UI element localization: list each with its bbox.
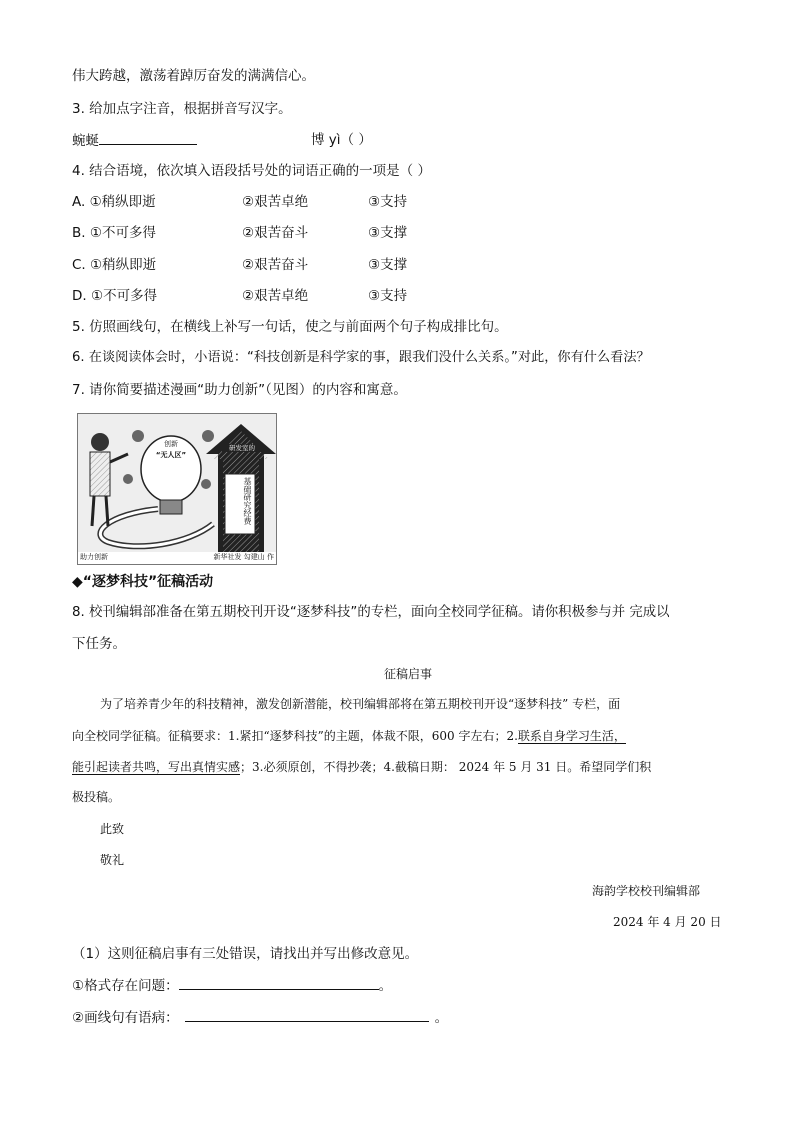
question-8-line1: 8. 校刊编辑部准备在第五期校刊开设“逐梦科技”的专栏，面向全校同学征稿。请你积极参与并 完成以 bbox=[72, 605, 670, 620]
period: 。 bbox=[378, 978, 393, 994]
text-line: 伟大跨越，激荡着踔厉奋发的满满信心。 bbox=[72, 68, 315, 84]
question-7: 7. 请你简要描述漫画“助力创新”（见图）的内容和寓意。 bbox=[72, 382, 407, 398]
notice-title: 征稿启事 bbox=[384, 667, 433, 681]
cartoon-caption-left: 助力创新 bbox=[80, 553, 108, 561]
answer-line-2 bbox=[72, 1007, 448, 1028]
cartoon-caption-right: 新华社发 勾建山 作 bbox=[213, 553, 274, 561]
notice-para-line2 bbox=[72, 726, 626, 746]
question-3: 3. 给加点字注音，根据拼音写汉字。 bbox=[72, 101, 292, 117]
board-label: 基础研究经费 bbox=[243, 477, 252, 525]
notice-para-line1: 为了培养青少年的科技精神，激发创新潜能，校刊编辑部将在第五期校刊开设“逐梦科技” 专栏，面 bbox=[100, 697, 621, 711]
cartoon-image bbox=[77, 413, 277, 565]
section-heading: ◆“逐梦科技”征稿活动 bbox=[72, 574, 214, 590]
notice-signer: 海韵学校校刊编辑部 bbox=[592, 884, 701, 898]
sub-question-1: （1）这则征稿启事有三处错误，请找出并写出修改意见。 bbox=[72, 946, 419, 962]
answer-label-grammar: ②画线句有语病： bbox=[72, 1010, 179, 1026]
answer-line-1 bbox=[72, 975, 392, 996]
period: 。 bbox=[434, 1010, 449, 1026]
option-b-part3: ③支撑 bbox=[368, 225, 408, 241]
question-3-item-a bbox=[72, 130, 197, 151]
answer-blank-format[interactable] bbox=[179, 975, 379, 990]
question-5: 5. 仿照画线句，在横线上补写一句话，使之与前面两个句子构成排比句。 bbox=[72, 319, 508, 335]
notice-para-line3 bbox=[72, 757, 651, 777]
option-b-part1: B. ①不可多得 bbox=[72, 225, 156, 241]
answer-label-format: ①格式存在问题： bbox=[72, 978, 179, 994]
question-6: 6. 在谈阅读体会时，小语说：“科技创新是科学家的事，跟我们没什么关系。”对此，你有什么看法？ bbox=[72, 350, 650, 365]
answer-blank[interactable] bbox=[99, 130, 197, 145]
option-d-part3: ③支持 bbox=[368, 288, 408, 304]
word-wanyan: 蜿蜒 bbox=[72, 133, 99, 149]
underlined-sentence-cont: 能引起读者共鸣，写出真情实感 bbox=[72, 760, 241, 774]
bulb-label-top: 创新 bbox=[164, 440, 178, 448]
notice-closing-2: 敬礼 bbox=[100, 853, 125, 867]
arrow-label: 研发室的 bbox=[222, 444, 262, 452]
option-d-part2: ②艰苦卓绝 bbox=[242, 288, 309, 304]
option-b-part2: ②艰苦奋斗 bbox=[242, 225, 309, 241]
notice-closing-1: 此致 bbox=[100, 822, 125, 836]
option-a-part2: ②艰苦卓绝 bbox=[242, 194, 309, 210]
option-c-part1: C. ①稍纵即逝 bbox=[72, 257, 157, 273]
bulb-label-mid: “无人区” bbox=[155, 451, 187, 459]
question-3-item-b: 博 yì（ ） bbox=[311, 132, 372, 148]
notice-para-line4: 极投稿。 bbox=[72, 790, 121, 804]
option-a-part3: ③支持 bbox=[368, 194, 408, 210]
notice-text: ；3.必须原创，不得抄袭；4.截稿日期： 2024 年 5 月 31 日。希望同学们积 bbox=[240, 760, 652, 774]
notice-text: 向全校同学征稿。征稿要求：1.紧扣“逐梦科技”的主题，体裁不限，600 字左右；2. bbox=[72, 729, 518, 743]
notice-date: 2024 年 4 月 20 日 bbox=[613, 915, 722, 929]
option-d-part1: D. ①不可多得 bbox=[72, 288, 158, 304]
answer-blank-grammar[interactable] bbox=[185, 1007, 429, 1022]
question-8-line2: 下任务。 bbox=[72, 636, 126, 652]
question-4: 4. 结合语境，依次填入语段括号处的词语正确的一项是（ ） bbox=[72, 163, 431, 179]
underlined-sentence: 联系自身学习生活， bbox=[517, 729, 626, 743]
option-c-part2: ②艰苦奋斗 bbox=[242, 257, 309, 273]
option-c-part3: ③支撑 bbox=[368, 257, 408, 273]
option-a-part1: A. ①稍纵即逝 bbox=[72, 194, 156, 210]
